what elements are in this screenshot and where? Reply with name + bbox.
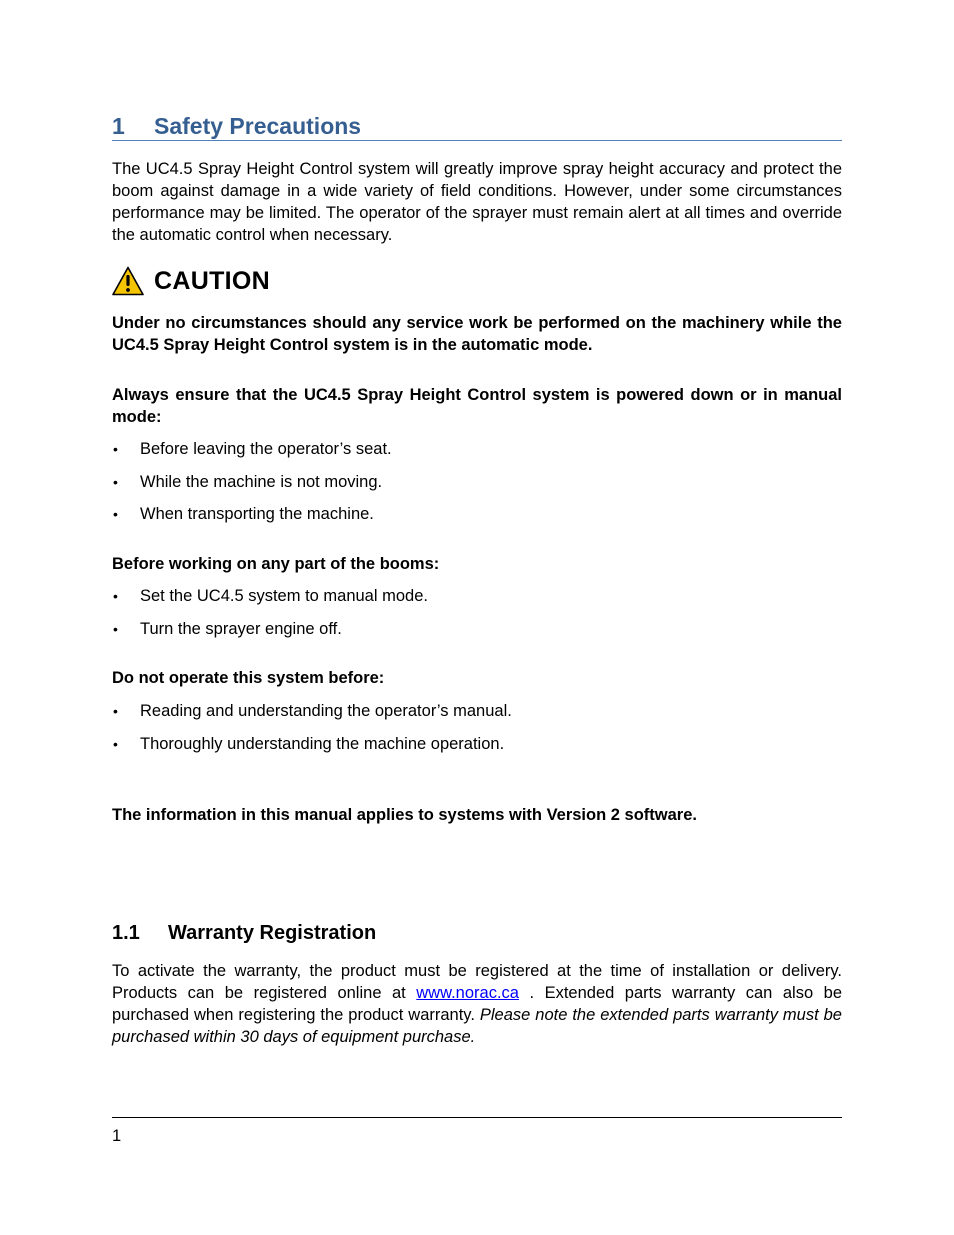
page-number: 1 bbox=[112, 1127, 122, 1145]
operate-heading: Do not operate this system before: bbox=[112, 669, 385, 687]
warning-service: Under no circumstances should any service work be performed on the machinery while the UC4.5 Spray Height Control system is in the automatic mode. bbox=[112, 314, 842, 354]
list-item: • Reading and understanding the operator’s manual. bbox=[113, 702, 512, 720]
intro-paragraph: The UC4.5 Spray Height Control system will greatly improve spray height accuracy and protect the boom against damage in a wide variety of field conditions. However, under some circumstances performance may be limited. The operator of the sprayer must remain alert at all times and override the automatic control when necessary. bbox=[112, 160, 842, 244]
section-heading bbox=[112, 112, 842, 141]
booms-heading: Before working on any part of the booms: bbox=[112, 555, 440, 573]
warning-power-down: Always ensure that the UC4.5 Spray Height Control system is powered down or in manual mode: bbox=[112, 386, 842, 426]
operate-list bbox=[112, 700, 842, 765]
warning-triangle-icon bbox=[112, 266, 144, 296]
subsection-title: Warranty Registration bbox=[168, 922, 377, 944]
warranty-text-cont: . Extended parts warranty can also be purchased when registering the product warranty. bbox=[112, 984, 842, 1024]
warranty-italic-note: Please note the extended parts warranty must be purchased within 30 days of equipment purchase. bbox=[112, 1006, 842, 1046]
list-item: • While the machine is not moving. bbox=[113, 472, 383, 491]
section-number: 1 bbox=[112, 113, 125, 139]
subsection-heading bbox=[112, 920, 376, 946]
list-item: • Before leaving the operator’s seat. bbox=[113, 440, 392, 458]
list-item: • Thoroughly understanding the machine operation. bbox=[113, 734, 505, 753]
subsection-number: 1.1 bbox=[112, 922, 140, 944]
power-down-list bbox=[112, 438, 842, 536]
list-item: • Turn the sprayer engine off. bbox=[113, 619, 342, 638]
booms-list bbox=[112, 585, 842, 650]
warranty-paragraph bbox=[112, 960, 842, 1048]
version-note: The information in this manual applies to systems with Version 2 software. bbox=[112, 806, 697, 824]
norac-link[interactable]: www.norac.ca bbox=[416, 984, 519, 1002]
list-item: • Set the UC4.5 system to manual mode. bbox=[113, 587, 428, 605]
caution-title: CAUTION bbox=[154, 266, 270, 295]
section-title: Safety Precautions bbox=[154, 113, 362, 139]
caution-header bbox=[112, 264, 270, 298]
footer-divider bbox=[112, 1117, 842, 1118]
warranty-text: To activate the warranty, the product must be registered at the time of installation or delivery. Products can be registered online at bbox=[112, 962, 842, 1002]
list-item: • When transporting the machine. bbox=[113, 505, 374, 523]
